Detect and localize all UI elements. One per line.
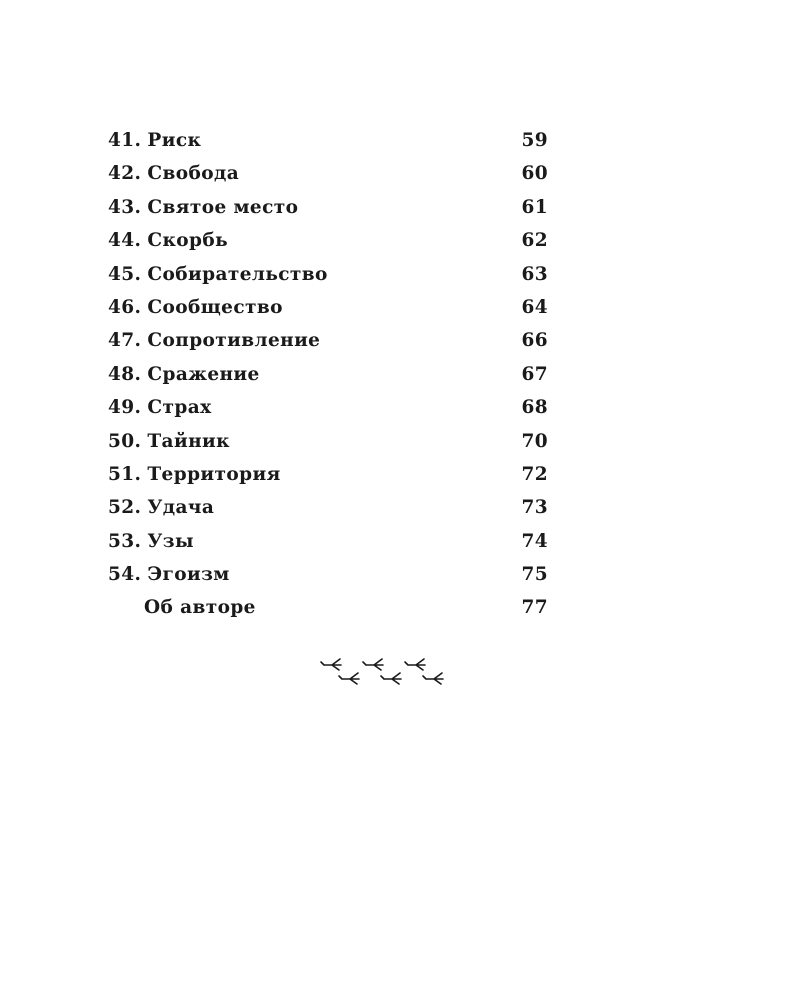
toc-entry-page: 63 (521, 263, 548, 285)
toc-entry-title: Об авторе (144, 597, 256, 619)
toc-entry (108, 291, 548, 324)
toc-entry-page: 62 (521, 230, 548, 252)
toc-entry-title: Удача (147, 497, 215, 519)
toc-entry-number: 41. (108, 130, 142, 151)
toc-entry-page: 60 (521, 163, 548, 185)
bird-track-mark (339, 673, 359, 684)
toc-entry-title: Тайник (147, 430, 230, 452)
toc-entry-page: 77 (521, 597, 548, 619)
toc-entry-page: 59 (521, 130, 548, 151)
bird-track-mark (405, 659, 425, 670)
toc-entry-title: Скорбь (147, 230, 229, 252)
toc-entry (108, 391, 548, 424)
toc-entry (108, 558, 548, 591)
toc-entry-title: Страх (147, 397, 212, 419)
toc-entry-page: 66 (521, 330, 548, 352)
bird-tracks-icon (318, 650, 452, 690)
toc-entry-page: 74 (521, 530, 548, 552)
toc-entry-title: Собирательство (147, 263, 328, 285)
toc-entry-title: Сражение (147, 363, 260, 385)
toc-entry-title: Узы (147, 530, 194, 552)
toc-entry-number: 54. (108, 564, 142, 586)
toc-entry (108, 324, 548, 357)
toc-entry-number: 46. (108, 296, 142, 318)
toc-entry-page: 72 (521, 463, 548, 485)
toc-entry-title: Риск (147, 130, 202, 151)
toc-entry-about-author (108, 591, 548, 624)
toc-entry-page: 61 (521, 196, 548, 218)
toc-entry (108, 191, 548, 224)
toc-entry-page: 67 (521, 363, 548, 385)
bird-track-mark (321, 659, 341, 670)
toc-entry (108, 124, 548, 157)
toc-entry-number: 52. (108, 497, 142, 519)
toc-entry-number: 49. (108, 397, 142, 419)
toc-entry (108, 358, 548, 391)
toc-entry-page: 64 (521, 296, 548, 318)
toc-entry-page: 68 (521, 397, 548, 419)
toc-entry-title: Свобода (147, 163, 240, 185)
bird-track-mark (423, 673, 443, 684)
toc-entry-number: 53. (108, 530, 142, 552)
toc-entry-page: 75 (521, 564, 548, 586)
toc-entry (108, 491, 548, 524)
toc-entry-page: 73 (521, 497, 548, 519)
toc-entry-title: Святое место (147, 196, 299, 218)
toc-entry-title: Сопротивление (147, 330, 321, 352)
toc-entry (108, 425, 548, 458)
toc-entry (108, 458, 548, 491)
toc-entry-number: 48. (108, 363, 142, 385)
toc-entry (108, 525, 548, 558)
toc-entry-title: Территория (147, 463, 281, 485)
toc-entry-title: Сообщество (147, 296, 283, 318)
table-of-contents (108, 124, 548, 625)
toc-entry-number: 43. (108, 196, 142, 218)
toc-entry-number: 44. (108, 230, 142, 252)
toc-entry-number: 45. (108, 263, 142, 285)
toc-entry (108, 224, 548, 257)
toc-entry (108, 258, 548, 291)
toc-entry-number: 47. (108, 330, 142, 352)
toc-entry (108, 157, 548, 190)
bird-track-mark (363, 659, 383, 670)
toc-entry-number: 50. (108, 430, 142, 452)
toc-entry-page: 70 (521, 430, 548, 452)
toc-entry-title: Эгоизм (147, 564, 230, 586)
bird-track-mark (381, 673, 401, 684)
toc-entry-number: 42. (108, 163, 142, 185)
toc-entry-number: 51. (108, 463, 142, 485)
